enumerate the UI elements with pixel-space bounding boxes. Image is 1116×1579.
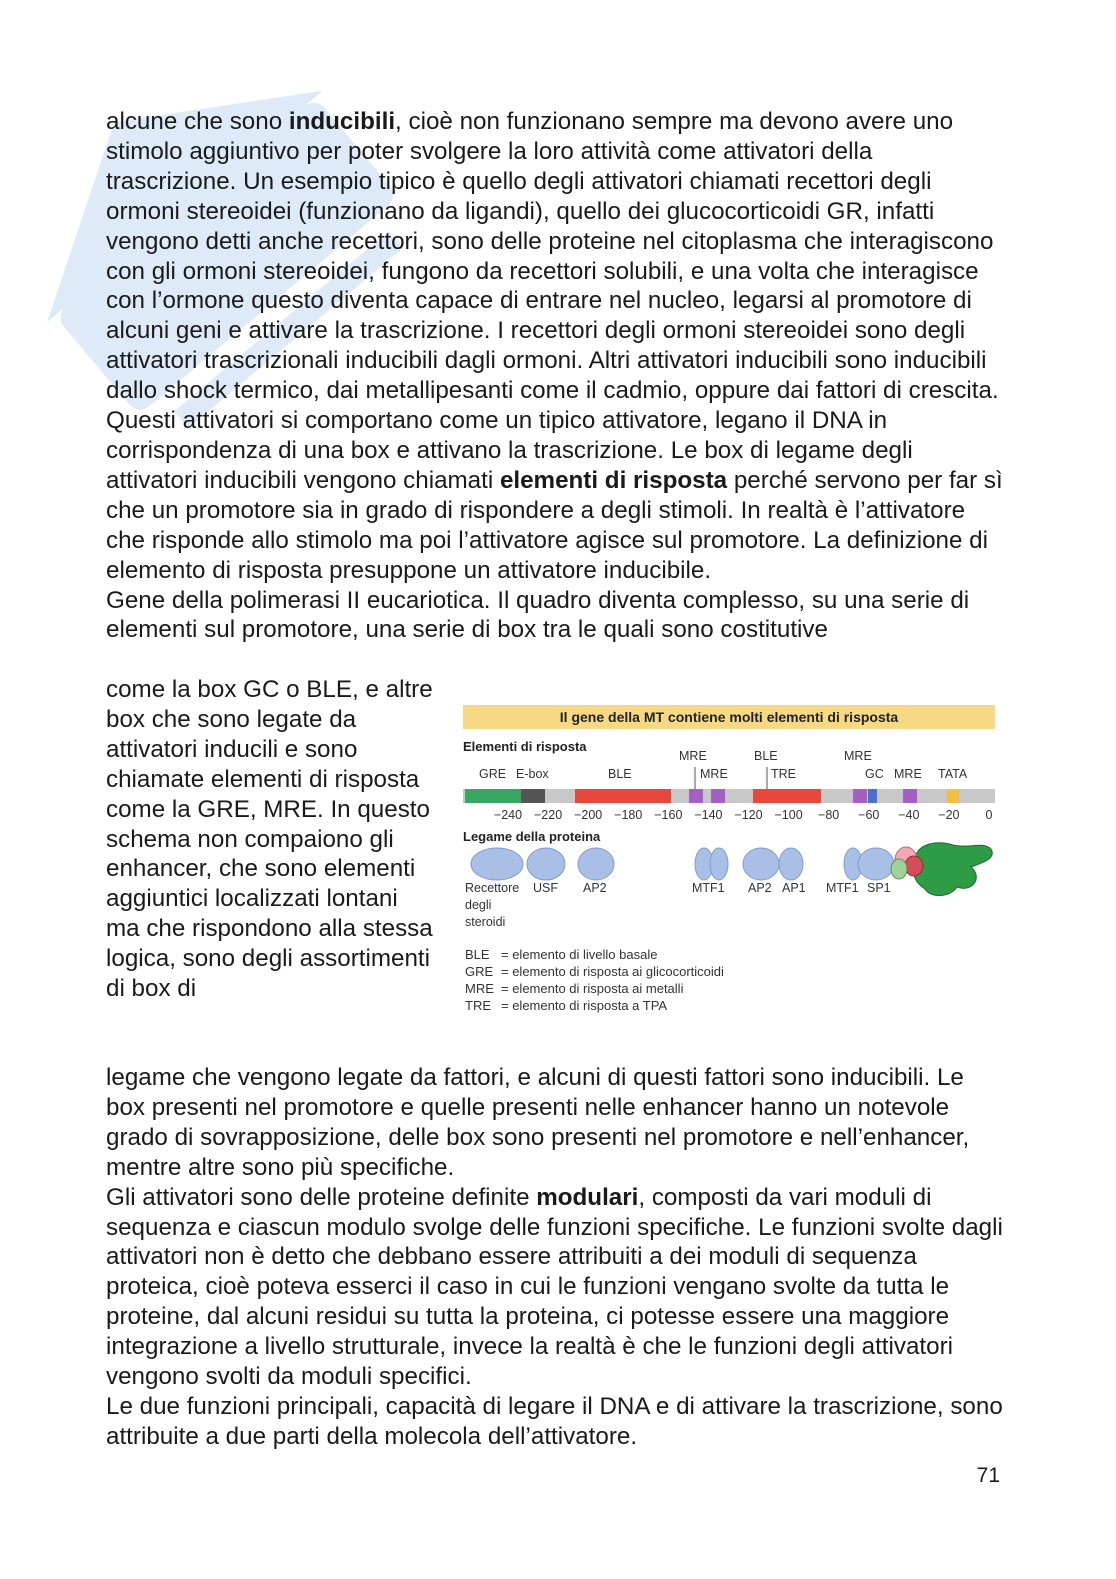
term-elementi-di-risposta: elementi di risposta xyxy=(499,466,728,494)
term-modulari: modulari xyxy=(536,1183,639,1211)
body-text-bottom xyxy=(106,1063,1006,1452)
sp1-protein xyxy=(858,848,894,880)
protein-binding-heading: Legame della proteina xyxy=(463,829,601,844)
tata-box xyxy=(947,789,959,803)
paragraph-polimerasi: Gene della polimerasi II eucariotica. Il quadro diventa complesso, su una serie di elementi sul promotore, una serie di box tra le quali sono costitutive xyxy=(106,586,970,644)
tre-box xyxy=(777,789,821,803)
axis-tick-label: −140 xyxy=(694,808,723,822)
legend-row: TRE = elemento di risposta a TPA xyxy=(465,998,668,1013)
protein-label: AP2 xyxy=(748,881,772,895)
legend-row: BLE = elemento di livello basale xyxy=(465,947,658,962)
ap2-protein xyxy=(743,848,779,880)
element-label: GC xyxy=(865,767,884,781)
mre-box xyxy=(711,789,725,803)
protein-label: AP2 xyxy=(583,881,607,895)
body-text-narrow xyxy=(106,675,436,1004)
protein-label: steroidi xyxy=(465,915,506,929)
axis-tick-label: −200 xyxy=(574,808,603,822)
body-text-top xyxy=(106,107,1006,645)
ap1-protein xyxy=(779,848,803,880)
term-inducibili: inducibili xyxy=(288,108,396,135)
axis-tick-label: −220 xyxy=(534,808,563,822)
promoter-map xyxy=(463,765,995,807)
axis-tick-label: −160 xyxy=(654,808,683,822)
mt-gene-figure xyxy=(463,705,995,1025)
paragraph-funzioni: Le due funzioni principali, capacità di legare il DNA e di attivare la trascrizione, sono attribuite a due parti della molecola dell’attivatore. xyxy=(106,1392,1003,1450)
coactivator-icon xyxy=(905,856,923,876)
axis-tick-label: −60 xyxy=(858,808,880,822)
element-label: MRE xyxy=(844,749,872,763)
element-label: MRE xyxy=(679,749,707,763)
axis-tick-label: −100 xyxy=(774,808,803,822)
ble-box xyxy=(753,789,777,803)
legend-row: MRE = elemento di risposta ai metalli xyxy=(465,981,684,996)
axis-tick-label: −40 xyxy=(898,808,920,822)
paragraph-modulari: Gli attivatori sono delle proteine definite modulari, composti da vari moduli di sequenza e ciascun modulo svolge delle funzioni specifiche. Le funzioni svolte dagli attivatori non è detto che debbano essere attribuiti a dei moduli di sequenza proteica, cioè poteva esserci il caso in cui le funzioni vengano svolte da tutta le proteine, dal alcuni residui su tutta la proteina, ci potesse essere una maggiore integrazione a livello strutturale, invece la realtà è che le funzioni degli attivatori vengono svolti da moduli specifici. xyxy=(106,1183,1003,1391)
mre-box xyxy=(853,789,867,803)
protein-label: MTF1 xyxy=(826,881,859,895)
mtf1-protein xyxy=(710,848,728,880)
element-label: TRE xyxy=(771,767,796,781)
protein-label: degli xyxy=(465,898,492,912)
coactivator-icon xyxy=(891,859,907,879)
axis-tick-label: −180 xyxy=(614,808,643,822)
mre-box xyxy=(689,789,703,803)
tfiid-complex-icon xyxy=(913,843,992,896)
protein-label: AP1 xyxy=(782,881,806,895)
element-label: TATA xyxy=(938,767,968,781)
protein-label: SP1 xyxy=(867,881,891,895)
gc-box xyxy=(868,789,877,803)
ap2-protein xyxy=(578,848,614,880)
ebox-box xyxy=(521,789,545,803)
gre-box xyxy=(465,789,521,803)
protein-label: MTF1 xyxy=(692,881,725,895)
element-label: E-box xyxy=(516,767,549,781)
element-label: MRE xyxy=(894,767,922,781)
position-axis xyxy=(463,805,995,825)
element-label: BLE xyxy=(608,767,632,781)
axis-tick-label: −120 xyxy=(734,808,763,822)
legend-row: GRE = elemento di risposta ai glicocorticoidi xyxy=(465,964,724,979)
paragraph-box: come la box GC o BLE, e altre box che sono legate da attivatori inducili e sono chiamate elementi di risposta come la GRE, MRE. In questo schema non compaiono gli enhancer, che sono elementi aggiuntici localizzati lontani ma che rispondono alla stessa logica, sono degli assortimenti di box di xyxy=(106,676,433,1003)
protein-label: Recettore xyxy=(465,881,520,895)
ble-box xyxy=(575,789,671,803)
element-label: MRE xyxy=(700,767,728,781)
element-label: BLE xyxy=(754,749,778,763)
page-number: 71 xyxy=(976,1464,1000,1487)
axis-tick-label: −80 xyxy=(818,808,840,822)
protein-label: USF xyxy=(533,881,558,895)
element-label: GRE xyxy=(479,767,507,781)
figure-title: Il gene della MT contiene molti elementi di risposta xyxy=(463,705,995,729)
axis-tick-label: −20 xyxy=(938,808,960,822)
response-elements-heading: Elementi di risposta xyxy=(463,739,587,754)
axis-tick-label: −240 xyxy=(493,808,523,822)
axis-tick-label: 0 xyxy=(985,808,993,822)
steroid-receptor-protein xyxy=(471,848,523,880)
usf-protein xyxy=(527,848,565,880)
paragraph-enhancer: legame che vengono legate da fattori, e alcuni di questi fattori sono inducibili. Le box presenti nel promotore e quelle presenti nelle enhancer hanno un notevole grado di sovrapposizione, delle box sono presenti nel promotore e nell’enhancer, mentre altre sono più specifiche. xyxy=(106,1064,970,1181)
mre-box xyxy=(903,789,917,803)
paragraph-inducible: alcune che sono inducibili, cioè non funzionano sempre ma devono avere uno stimolo aggiuntivo per poter svolgere la loro attività come attivatori della trascrizione. Un esempio tipico è quello degli attivatori chiamati recettori degli ormoni stereoidei (funzionano da ligandi), quello dei glucocorticoidi GR, infatti vengono detti anche recettori, sono delle proteine nel citoplasma che interagiscono con gli ormoni stereoidei, fungono da recettori solubili, e una volta che interagisce con l’ormone questo diventa capace di entrare nel nucleo, legarsi al promotore di alcuni geni e attivare la trascrizione. I recettori degli ormoni stereoidei sono degli attivatori trascrizionali inducibili dagli ormoni. Altri attivatori inducibili sono inducibili dallo shock termico, dai metallipesanti come il cadmio, oppure dai fattori di crescita. Questi attivatori si comportano come un tipico attivatore, legano il DNA in corrispondenza di una box e attivano la trascrizione. Le box di legame degli attivatori inducibili vengono chiamati elementi di risposta perché servono per far sì che un promotore sia in grado di rispondere a degli stimoli. In realtà è l’attivatore che risponde allo stimolo ma poi l’attivatore agisce sul promotore. La definizione di elemento di risposta presuppone un attivatore inducibile. xyxy=(106,108,1003,584)
figure-legend xyxy=(465,946,724,1014)
